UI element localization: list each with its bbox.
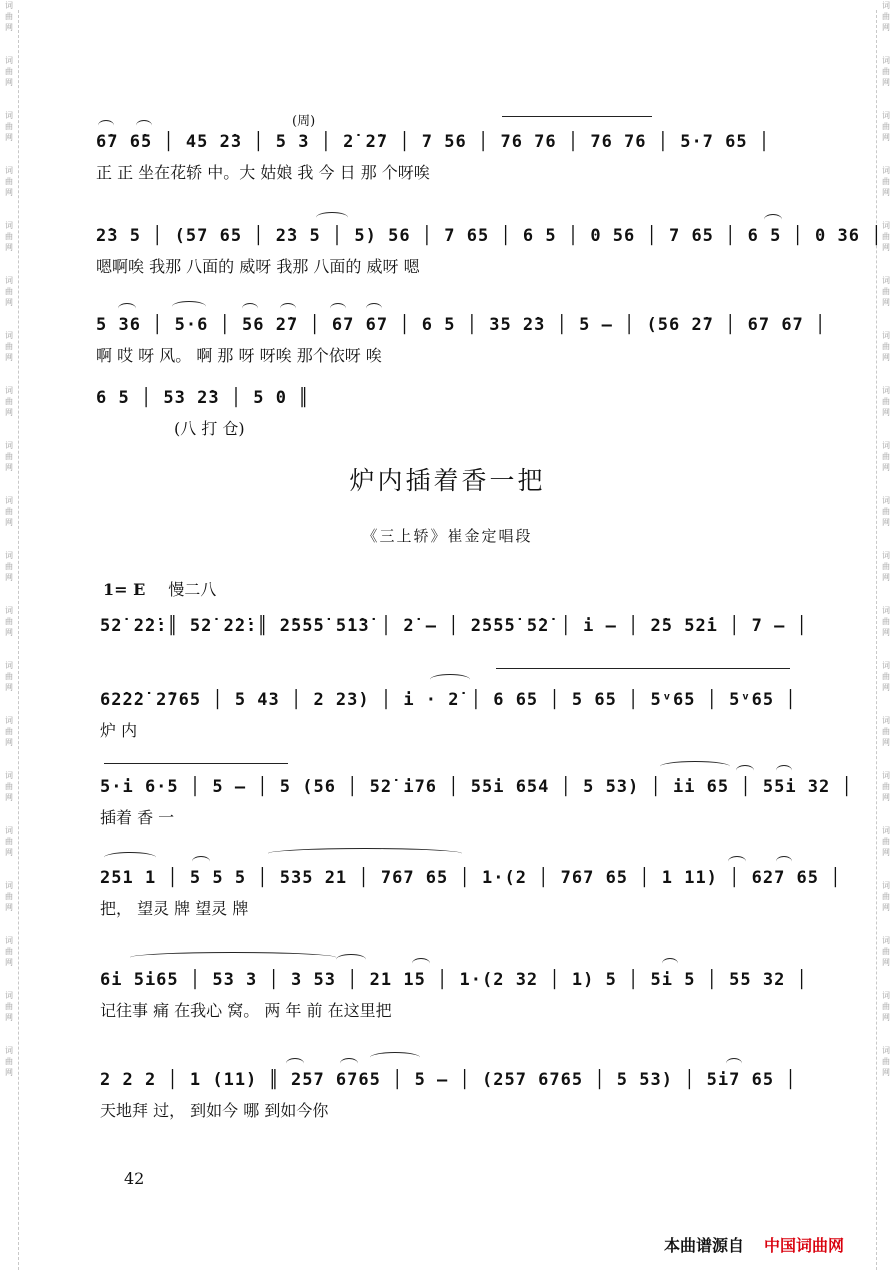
- watermark-char: 网: [5, 23, 13, 32]
- notation: 251 1 │ 5 5 5 │ 535 21 │ 767 65 │ 1·(2 │ 767 65 │ 1 11) │ 627 65 │: [100, 868, 842, 888]
- watermark-char: 网: [882, 353, 890, 362]
- watermark-char: 词: [882, 56, 890, 65]
- watermark-char: 词: [5, 1, 13, 10]
- watermark-char: 曲: [5, 342, 13, 351]
- lyric: 把， 望灵 牌 望灵 牌: [100, 899, 249, 918]
- watermark-char: 词: [882, 441, 890, 450]
- watermark-char: 网: [882, 628, 890, 637]
- watermark-char: 曲: [5, 397, 13, 406]
- watermark-char: 词: [5, 331, 13, 340]
- watermark-char: 曲: [882, 452, 890, 461]
- notation: 52̇ 2̇2̇:║ 52̇ 2̇2̇:║ 2̇5̇5̇5̇ 5̇1̇3̇ │ 2̇ ― │ 2̇5̇5̇5̇ 5̇2̇ │ i ― │ 2̇5 52̇i │ 7 ― │: [100, 616, 808, 636]
- lyric: 正 正 坐在花轿 中。大 姑娘 我 今 日 那 个呀唉: [96, 163, 430, 182]
- watermark-char: 网: [5, 188, 13, 197]
- watermark-char: 曲: [5, 452, 13, 461]
- watermark-char: 网: [882, 188, 890, 197]
- watermark-char: 词: [882, 331, 890, 340]
- watermark-char: 网: [5, 1068, 13, 1077]
- notation: 5·i 6·5 │ 5 ― │ 5 (56 │ 52̇ i76 │ 55i 654 │ 5 53) │ ii 65 │ 55i 32 │: [100, 777, 853, 797]
- watermark-char: 网: [5, 848, 13, 857]
- slur: [280, 303, 296, 314]
- slur: [98, 120, 114, 131]
- watermark-char: 曲: [882, 672, 890, 681]
- watermark-char: 网: [882, 738, 890, 747]
- watermark-char: 网: [5, 463, 13, 472]
- watermark-char: 词: [882, 111, 890, 120]
- watermark-char: 词: [5, 221, 13, 230]
- watermark-char: 曲: [882, 507, 890, 516]
- watermark-char: 词: [882, 496, 890, 505]
- watermark-char: 曲: [5, 287, 13, 296]
- watermark-char: 网: [882, 298, 890, 307]
- left-watermark-strip: [2, 0, 16, 1280]
- watermark-char: 词: [5, 166, 13, 175]
- beam: [104, 763, 288, 764]
- watermark-char: 词: [882, 221, 890, 230]
- lyric: 插着 香 一: [100, 808, 175, 827]
- watermark-char: 网: [882, 903, 890, 912]
- watermark-char: 曲: [882, 122, 890, 131]
- watermark-char: 曲: [5, 122, 13, 131]
- watermark-char: 网: [5, 683, 13, 692]
- annotation-above: (周): [292, 114, 316, 129]
- watermark-char: 词: [5, 276, 13, 285]
- watermark-char: 曲: [882, 67, 890, 76]
- notation: 62̇2̇2̇ 2̇765 │ 5 43 │ 2 23) │ i · 2̇ │ 6 65 │ 5 65 │ 5ᵛ65 │ 5ᵛ65 │: [100, 690, 797, 710]
- watermark-char: 词: [882, 276, 890, 285]
- watermark-char: 词: [882, 1, 890, 10]
- slur: [776, 856, 792, 867]
- slur: [130, 952, 336, 963]
- beam: [496, 668, 790, 669]
- watermark-char: 词: [5, 1046, 13, 1055]
- watermark-char: 曲: [882, 782, 890, 791]
- watermark-char: 网: [5, 738, 13, 747]
- lyric: 天地拜 过， 到如今 哪 到如今你: [100, 1101, 329, 1120]
- slur: [412, 958, 430, 969]
- notation: 6̇7 6̇5 │ 45 2̇3 │ 5 3 │ 2̇ 2̇7 │ 7 56 │ 76 76 │ 76 76 │ 5·7 65 │: [96, 132, 771, 152]
- watermark-char: 网: [882, 793, 890, 802]
- watermark-char: 网: [5, 628, 13, 637]
- watermark-char: 曲: [5, 1002, 13, 1011]
- source-brand-link[interactable]: 中国词曲网: [764, 1236, 845, 1255]
- watermark-char: 词: [5, 661, 13, 670]
- watermark-char: 曲: [5, 782, 13, 791]
- slur: [776, 765, 792, 776]
- watermark-char: 网: [882, 573, 890, 582]
- notation: 6 5 │ 53 2̇3 │ 5 0 ║: [96, 388, 310, 408]
- notation: 2 2 2 │ 1 (11) ║ 257 6765 │ 5 ― │ (257 6765 │ 5 53) │ 5i7 65 │: [100, 1070, 797, 1090]
- watermark-char: 曲: [882, 12, 890, 21]
- watermark-char: 词: [5, 936, 13, 945]
- slur: [764, 214, 782, 225]
- right-watermark-strip: [879, 0, 893, 1280]
- lyric: 嗯啊唉 我那 八面的 威呀 我那 八面的 威呀 嗯: [96, 257, 420, 276]
- watermark-char: 曲: [5, 12, 13, 21]
- slur: [330, 303, 346, 314]
- song-subtitle: 《三上轿》崔金定唱段: [362, 527, 533, 545]
- watermark-char: 曲: [882, 1002, 890, 1011]
- watermark-char: 词: [5, 881, 13, 890]
- watermark-char: 曲: [882, 342, 890, 351]
- watermark-char: 词: [5, 111, 13, 120]
- watermark-char: 网: [5, 353, 13, 362]
- slur: [336, 954, 366, 965]
- slur: [370, 1052, 420, 1063]
- watermark-char: 曲: [882, 232, 890, 241]
- watermark-char: 网: [5, 573, 13, 582]
- beam: [502, 116, 652, 117]
- watermark-char: 词: [882, 771, 890, 780]
- watermark-char: 曲: [882, 617, 890, 626]
- watermark-char: 词: [5, 716, 13, 725]
- slur: [172, 301, 206, 312]
- watermark-char: 词: [5, 386, 13, 395]
- watermark-char: 词: [5, 551, 13, 560]
- watermark-char: 曲: [5, 617, 13, 626]
- watermark-char: 曲: [5, 672, 13, 681]
- page-number: 42: [124, 1169, 145, 1188]
- lyric: 啊 哎 呀 风。 啊 那 呀 呀唉 那个依呀 唉: [96, 346, 382, 365]
- watermark-char: 网: [5, 298, 13, 307]
- watermark-char: 网: [882, 78, 890, 87]
- watermark-char: 曲: [882, 837, 890, 846]
- watermark-char: 网: [882, 958, 890, 967]
- watermark-char: 词: [882, 551, 890, 560]
- watermark-char: 词: [882, 386, 890, 395]
- watermark-char: 网: [882, 408, 890, 417]
- watermark-char: 网: [5, 958, 13, 967]
- watermark-char: 词: [5, 771, 13, 780]
- watermark-char: 词: [5, 826, 13, 835]
- slur: [316, 212, 348, 223]
- watermark-char: 曲: [882, 562, 890, 571]
- watermark-char: 网: [882, 133, 890, 142]
- watermark-char: 网: [5, 408, 13, 417]
- notation: 5 36 │ 5·6 │ 56 2̇7 │ 67 67 │ 6 5 │ 35 2̇3 │ 5 ― │ (56 2̇7 │ 67 67 │: [96, 315, 827, 335]
- watermark-char: 网: [5, 518, 13, 527]
- watermark-char: 网: [5, 133, 13, 142]
- lyric: 炉 内: [100, 721, 138, 740]
- watermark-char: 网: [882, 1068, 890, 1077]
- watermark-char: 词: [882, 661, 890, 670]
- lyric: 记往事 痛 在我心 窝。 两 年 前 在这里把: [100, 1001, 392, 1020]
- watermark-char: 网: [882, 23, 890, 32]
- watermark-char: 网: [5, 1013, 13, 1022]
- watermark-char: 词: [882, 936, 890, 945]
- slur: [242, 303, 258, 314]
- lyric: (八 打 仓): [174, 419, 245, 438]
- watermark-char: 网: [882, 463, 890, 472]
- watermark-char: 曲: [882, 727, 890, 736]
- slur: [662, 958, 678, 969]
- source-label: 本曲谱源自: [664, 1236, 745, 1255]
- watermark-char: 词: [882, 716, 890, 725]
- slur: [340, 1058, 358, 1069]
- watermark-char: 曲: [882, 892, 890, 901]
- watermark-char: 曲: [882, 177, 890, 186]
- watermark-char: 曲: [5, 232, 13, 241]
- watermark-char: 词: [882, 606, 890, 615]
- slur: [118, 303, 136, 314]
- watermark-char: 网: [882, 243, 890, 252]
- slur: [286, 1058, 304, 1069]
- slur: [430, 674, 470, 685]
- watermark-char: 词: [5, 496, 13, 505]
- watermark-char: 曲: [5, 1057, 13, 1066]
- watermark-char: 网: [882, 848, 890, 857]
- slur: [736, 765, 754, 776]
- watermark-char: 词: [882, 881, 890, 890]
- watermark-char: 曲: [882, 947, 890, 956]
- slur: [366, 303, 382, 314]
- watermark-char: 词: [882, 166, 890, 175]
- slur: [192, 856, 210, 867]
- left-margin-rule: [18, 10, 19, 1270]
- slur: [136, 120, 152, 131]
- watermark-char: 曲: [5, 177, 13, 186]
- slur: [660, 761, 730, 772]
- notation: 2̇3 5 │ (57 65 │ 2̇3 5 │ 5) 56 │ 7 65 │ 6 5 │ 0 56 │ 7 65 │ 6 5 │ 0 36 │: [96, 226, 883, 246]
- right-margin-rule: [876, 10, 877, 1270]
- watermark-char: 曲: [5, 507, 13, 516]
- watermark-char: 网: [5, 243, 13, 252]
- watermark-char: 词: [882, 991, 890, 1000]
- watermark-char: 网: [5, 78, 13, 87]
- watermark-char: 网: [5, 793, 13, 802]
- source-footer: [664, 1233, 844, 1256]
- key-label: 1= E: [103, 580, 146, 599]
- watermark-char: 网: [882, 683, 890, 692]
- watermark-char: 曲: [882, 1057, 890, 1066]
- watermark-char: 曲: [5, 727, 13, 736]
- watermark-char: 曲: [882, 287, 890, 296]
- watermark-char: 词: [882, 826, 890, 835]
- song-title: 炉内插着香一把: [349, 466, 546, 495]
- watermark-char: 词: [5, 991, 13, 1000]
- watermark-char: 词: [882, 1046, 890, 1055]
- watermark-char: 网: [882, 1013, 890, 1022]
- slur: [268, 848, 462, 859]
- slur: [726, 1058, 742, 1069]
- watermark-char: 网: [5, 903, 13, 912]
- key-signature: [103, 577, 216, 600]
- watermark-char: 网: [882, 518, 890, 527]
- watermark-char: 曲: [5, 67, 13, 76]
- watermark-char: 曲: [882, 397, 890, 406]
- watermark-char: 词: [5, 606, 13, 615]
- watermark-char: 词: [5, 441, 13, 450]
- slur: [728, 856, 746, 867]
- watermark-char: 曲: [5, 837, 13, 846]
- watermark-char: 词: [5, 56, 13, 65]
- notation: 6i 5i65 │ 53 3 │ 3 53 │ 21 15 │ 1·(2 32 │ 1) 5 │ 5i 5 │ 55 32 │: [100, 970, 808, 990]
- watermark-char: 曲: [5, 892, 13, 901]
- tempo-label: 慢二八: [168, 580, 217, 599]
- watermark-char: 曲: [5, 947, 13, 956]
- watermark-char: 曲: [5, 562, 13, 571]
- slur: [104, 852, 156, 863]
